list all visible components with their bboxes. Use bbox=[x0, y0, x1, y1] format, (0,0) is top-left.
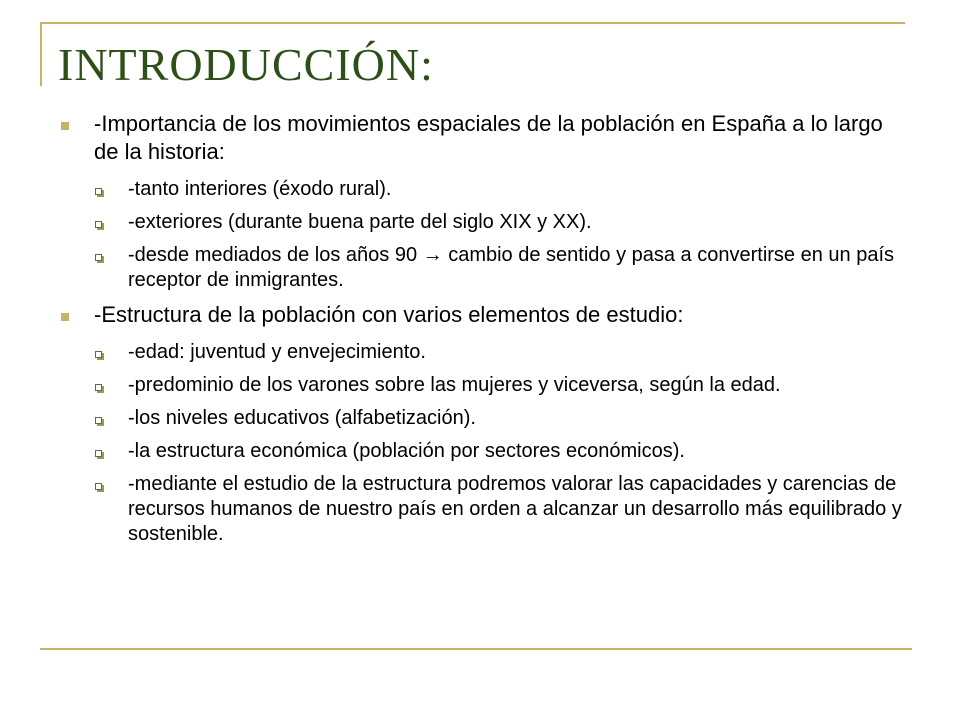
hollow-box-bullet-icon bbox=[95, 254, 102, 261]
top-rule bbox=[40, 22, 905, 24]
sub-bullet-item bbox=[58, 177, 908, 202]
square-bullet-icon bbox=[61, 122, 69, 130]
sub-bullet-item bbox=[58, 340, 908, 365]
sub-bullet-text: -los niveles educativos (alfabetización). bbox=[128, 407, 476, 429]
bullet-item bbox=[58, 301, 908, 329]
bottom-rule bbox=[40, 648, 912, 650]
hollow-box-bullet-icon bbox=[95, 417, 102, 424]
bullet-list bbox=[58, 110, 908, 555]
bullet-text: -Importancia de los movimientos espaciales de la población en España a lo largo de la historia: bbox=[94, 111, 883, 164]
hollow-box-bullet-icon bbox=[95, 450, 102, 457]
bullet-text: -Estructura de la población con varios elementos de estudio: bbox=[94, 302, 684, 327]
sub-bullet-item bbox=[58, 210, 908, 235]
square-bullet-icon bbox=[61, 313, 69, 321]
hollow-box-bullet-icon bbox=[95, 384, 102, 391]
sub-bullet-item bbox=[58, 373, 908, 398]
sub-bullet-item bbox=[58, 406, 908, 431]
hollow-box-bullet-icon bbox=[95, 483, 102, 490]
sub-bullet-item bbox=[58, 243, 908, 293]
sub-bullet-text: -predominio de los varones sobre las mujeres y viceversa, según la edad. bbox=[128, 374, 781, 396]
sub-bullet-item bbox=[58, 472, 908, 547]
hollow-box-bullet-icon bbox=[95, 351, 102, 358]
hollow-box-bullet-icon bbox=[95, 188, 102, 195]
sub-bullet-text: -desde mediados de los años 90 → cambio de sentido y pasa a convertirse en un país receptor de inmigrantes. bbox=[128, 244, 895, 291]
sub-bullet-text: -mediante el estudio de la estructura podremos valorar las capacidades y carencias de recursos humanos de nuestro país en orden a alcanzar un desarrollo más equilibrado y sostenible. bbox=[128, 473, 902, 545]
bullet-item bbox=[58, 110, 908, 166]
sub-bullet-text: -edad: juventud y envejecimiento. bbox=[128, 341, 426, 363]
sub-bullet-text: -exteriores (durante buena parte del siglo XIX y XX). bbox=[128, 211, 592, 233]
left-rule bbox=[40, 22, 42, 86]
sub-bullet-text: -tanto interiores (éxodo rural). bbox=[128, 178, 392, 200]
slide-title: INTRODUCCIÓN: bbox=[58, 39, 434, 90]
hollow-box-bullet-icon bbox=[95, 221, 102, 228]
sub-bullet-item bbox=[58, 439, 908, 464]
sub-bullet-text: -la estructura económica (población por sectores económicos). bbox=[128, 440, 685, 462]
